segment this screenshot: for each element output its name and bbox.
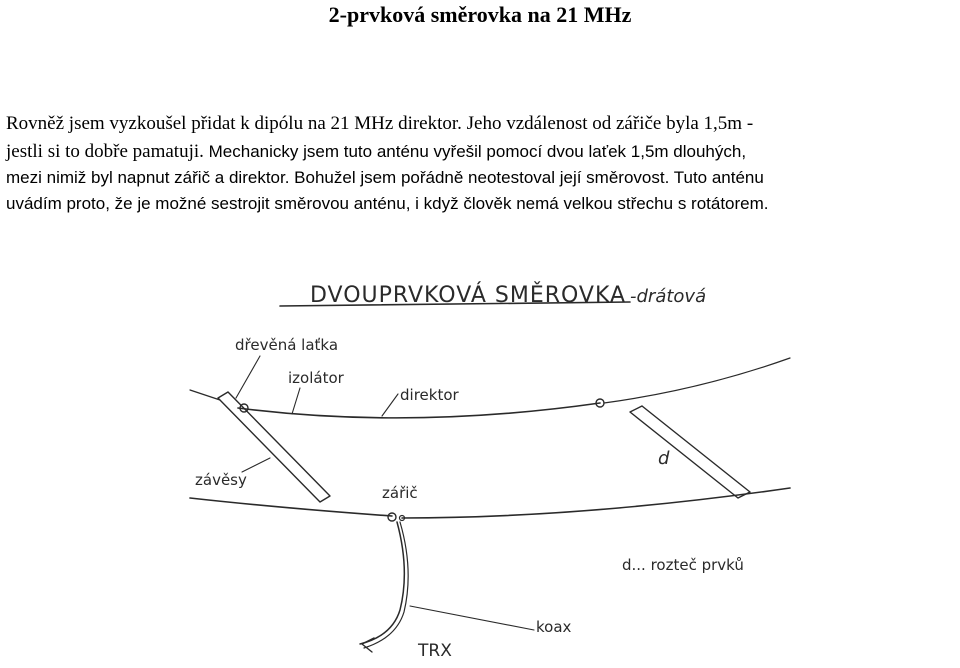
leader-izolator <box>292 388 300 414</box>
radiator-feedpoint-left <box>388 513 396 521</box>
antenna-sketch <box>160 240 800 668</box>
paragraph-line-2a: jestli si to dobře pamatuji. <box>6 141 209 162</box>
radiator-wire <box>190 498 392 516</box>
label-trx: TRX <box>418 641 452 661</box>
paragraph-line-4: uvádím proto, že je možné sestrojit směrovou anténu, i když člověk nemá velkou střechu s rotátorem. <box>6 194 769 213</box>
paragraph-line-2 <box>6 141 958 164</box>
director-hanger-right <box>604 358 790 403</box>
label-koax: koax <box>536 618 572 636</box>
director-hanger-left <box>190 390 220 400</box>
label-d-desc: d... rozteč prvků <box>622 556 744 574</box>
paragraph-line-3: mezi nimiž byl napnut zářič a direktor. Bohužel jsem pořádně neotestoval její směrovost. Tuto anténu <box>6 168 764 187</box>
paragraph-line-2b: Mechanicky jsem tuto anténu vyřešil pomocí dvou laťek 1,5m dlouhých, <box>208 142 747 161</box>
label-direktor: direktor <box>400 386 459 404</box>
leader-koax <box>410 606 534 630</box>
label-latka: dřevěná laťka <box>235 336 339 354</box>
paragraph-line-1: Rovněž jsem vyzkoušel přidat k dipólu na 21 MHz direktor. Jeho vzdálenost od zářiče byla 1,5m - <box>6 113 754 134</box>
label-zavesy: závěsy <box>195 471 247 489</box>
leader-latka <box>236 356 260 398</box>
page-title: 2-prvková směrovka na 21 MHz <box>328 2 632 27</box>
director-wire <box>238 403 600 418</box>
leader-direktor <box>382 394 398 416</box>
label-d: d <box>658 448 670 469</box>
right-batten <box>630 406 750 498</box>
label-zaric: zářič <box>382 484 418 502</box>
sketch-heading-suffix: -drátová <box>630 286 707 307</box>
label-izolator: izolátor <box>288 369 344 387</box>
leader-zavesy <box>242 458 270 472</box>
sketch-heading: DVOUPRVKOVÁ SMĚROVKA <box>310 283 627 308</box>
